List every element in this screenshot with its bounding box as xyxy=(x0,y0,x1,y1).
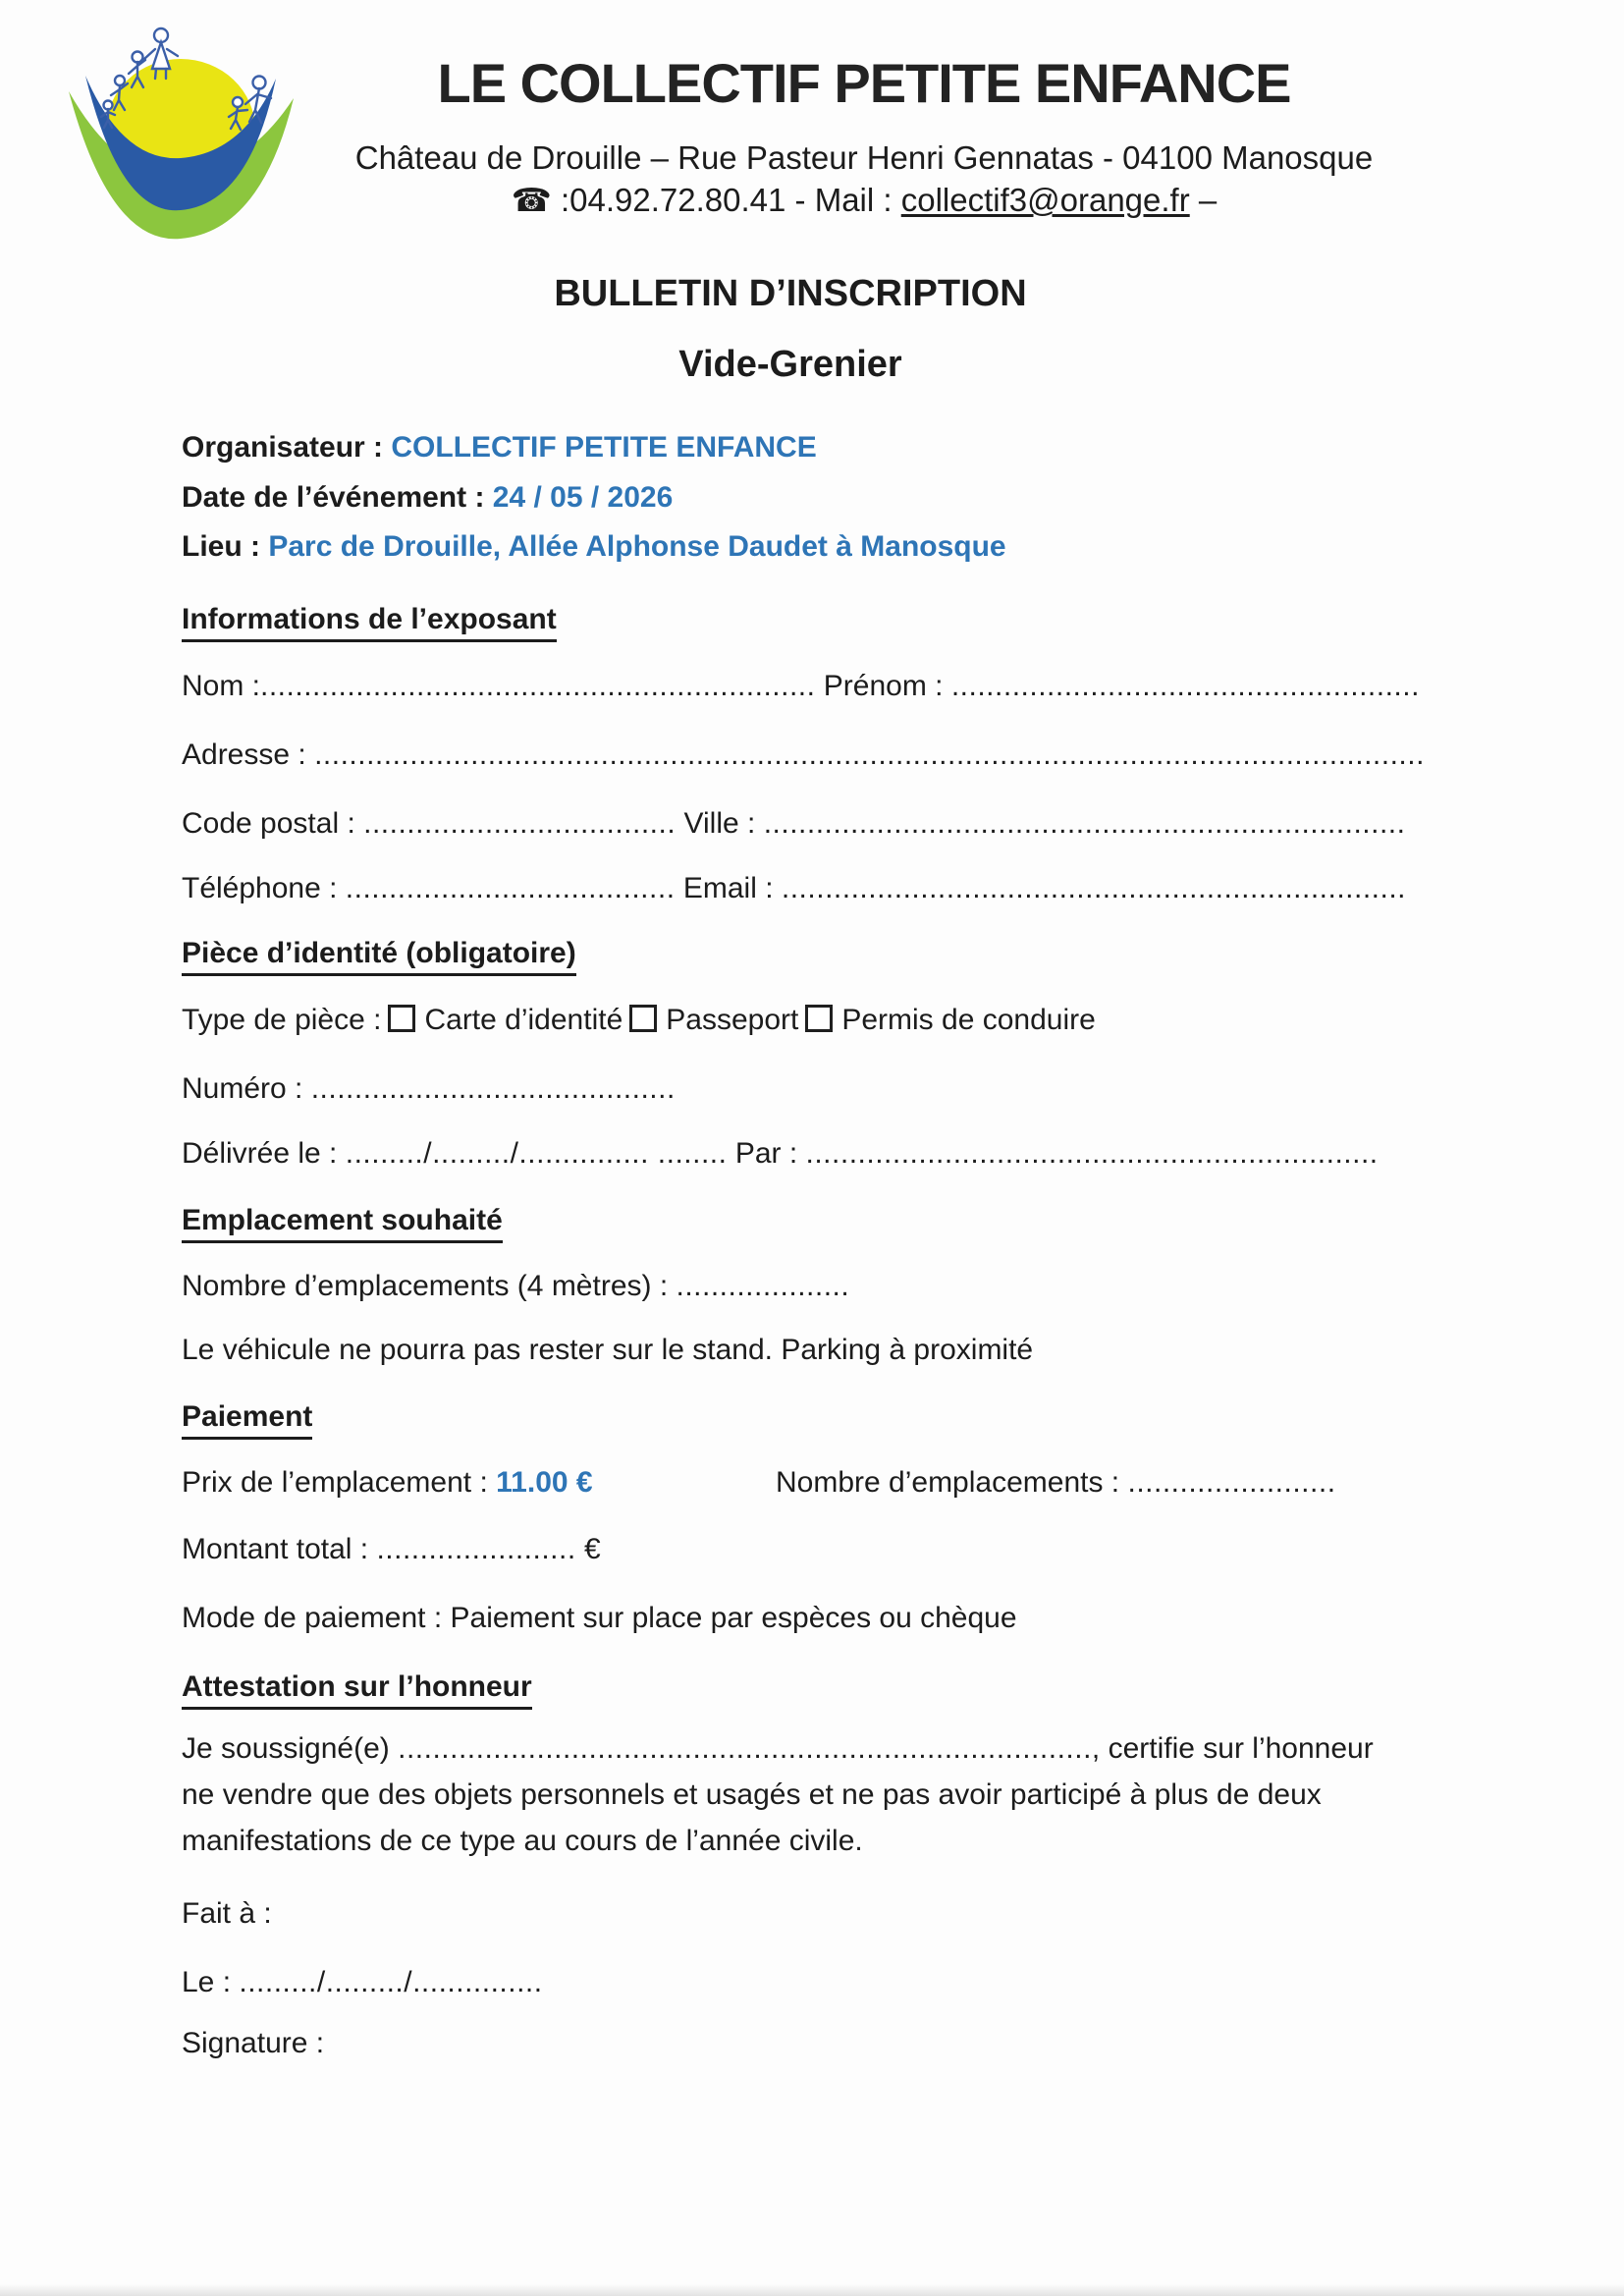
identity-number-line xyxy=(182,1070,676,1108)
price-value: 11.00 € xyxy=(496,1466,593,1499)
attestation-line-2: ne vendre que des objets personnels et usagés et ne pas avoir participé à plus de deux xyxy=(182,1778,1322,1811)
identity-section xyxy=(182,935,576,976)
price-line xyxy=(182,1464,1336,1502)
payment-section xyxy=(182,1398,312,1440)
slot-section-heading: Emplacement souhaité xyxy=(182,1202,503,1243)
organization-title: LE COLLECTIF PETITE ENFANCE xyxy=(437,52,1291,114)
issue-date-label: Délivrée le : xyxy=(182,1137,346,1170)
option-carte-identite-label: Carte d’identité xyxy=(424,1004,623,1036)
attestation-line-3: manifestations de ce type au cours de l’année civile. xyxy=(182,1825,863,1857)
exhibitor-section-heading: Informations de l’exposant xyxy=(182,601,557,642)
city-field: .......................................................................... xyxy=(763,807,1406,840)
form-title: BULLETIN D’INSCRIPTION xyxy=(554,273,1027,314)
slot-count-field: .................... xyxy=(676,1270,850,1302)
event-date-value: 24 / 05 / 2026 xyxy=(492,481,674,514)
payment-count-group xyxy=(776,1464,1336,1502)
done-at-label: Fait à : xyxy=(182,1897,272,1930)
phone-label: Téléphone : xyxy=(182,872,346,904)
event-date-line xyxy=(182,479,673,517)
total-line xyxy=(182,1531,601,1568)
name-fields-line xyxy=(182,668,1420,705)
event-location-value: Parc de Drouille, Allée Alphonse Daudet à Manosque xyxy=(268,530,1006,563)
address-label: Adresse : xyxy=(182,738,315,771)
checkbox-passeport[interactable] xyxy=(629,1005,657,1032)
identity-type-label: Type de pièce : xyxy=(182,1004,382,1036)
exhibitor-section xyxy=(182,601,557,642)
payment-section-heading: Paiement xyxy=(182,1398,312,1440)
price-label: Prix de l’emplacement : xyxy=(182,1466,497,1499)
email-link[interactable]: collectif3@orange.fr xyxy=(900,182,1190,218)
email-field: ........................................................................ xyxy=(781,872,1407,904)
done-date-line xyxy=(182,1964,543,2001)
checkbox-permis-conduire[interactable] xyxy=(805,1005,833,1032)
phone-field: ...................................... xyxy=(345,872,676,904)
slot-count-label: Nombre d’emplacements (4 mètres) : xyxy=(182,1270,677,1302)
payment-mode-line: Mode de paiement : Paiement sur place par espèces ou chèque xyxy=(182,1602,1017,1634)
contact-trailing-dash: – xyxy=(1189,182,1218,218)
slot-section xyxy=(182,1202,503,1243)
last-name-field: ................................................................ xyxy=(260,670,816,702)
address-field: ................................................................................................................................ xyxy=(314,738,1425,771)
payment-count-label: Nombre d’emplacements : xyxy=(776,1466,1128,1499)
issued-by-field: .................................................................. xyxy=(805,1137,1379,1170)
first-name-label: Prénom : xyxy=(815,670,951,702)
attestation-line-1 xyxy=(182,1730,1374,1768)
postal-city-line xyxy=(182,805,1405,843)
event-type-title: Vide-Grenier xyxy=(678,344,902,385)
attestation-prefix: Je soussigné(e) xyxy=(182,1732,399,1765)
organizer-label: Organisateur : xyxy=(182,431,392,464)
attestation-section-heading: Attestation sur l’honneur xyxy=(182,1668,532,1710)
event-location-label: Lieu : xyxy=(182,530,269,563)
event-location-line xyxy=(182,528,1006,566)
postal-code-label: Code postal : xyxy=(182,807,364,840)
organizer-line xyxy=(182,429,817,466)
identity-type-line xyxy=(182,1002,1096,1039)
option-permis-label: Permis de conduire xyxy=(841,1004,1096,1036)
address-field-line xyxy=(182,737,1425,774)
last-name-label: Nom : xyxy=(182,670,261,702)
issued-by-label: Par : xyxy=(727,1137,806,1170)
done-date-field: ........./........./............... xyxy=(239,1966,543,1998)
phone-email-line xyxy=(182,870,1406,907)
city-label: Ville : xyxy=(676,807,764,840)
organization-address: Château de Drouille – Rue Pasteur Henri Gennatas - 04100 Manosque xyxy=(354,139,1374,176)
postal-code-field: .................................... xyxy=(363,807,677,840)
checkbox-carte-identite[interactable] xyxy=(388,1005,415,1032)
option-passeport-label: Passeport xyxy=(666,1004,799,1036)
organization-contact-line xyxy=(255,181,1473,219)
contact-phone-text: :04.92.72.80.41 - Mail : xyxy=(551,182,901,218)
phone-icon: ☎ xyxy=(511,182,552,218)
scan-bottom-edge xyxy=(0,2284,1624,2296)
total-currency: € xyxy=(575,1533,601,1565)
identity-section-heading: Pièce d’identité (obligatoire) xyxy=(182,935,576,976)
slot-count-line xyxy=(182,1268,849,1305)
issue-date-field: ........./........./............... ........ xyxy=(345,1137,728,1170)
payment-count-field: ........................ xyxy=(1127,1466,1336,1499)
attestation-name-field: ................................................................................ xyxy=(398,1732,1092,1765)
identity-number-field: .......................................... xyxy=(310,1072,676,1105)
total-field: ....................... xyxy=(376,1533,576,1565)
total-label: Montant total : xyxy=(182,1533,377,1565)
signature-label: Signature : xyxy=(182,2027,325,2059)
identity-number-label: Numéro : xyxy=(182,1072,311,1105)
identity-issue-line xyxy=(182,1135,1379,1173)
attestation-suffix: , certifie sur l’honneur xyxy=(1091,1732,1374,1765)
vehicle-note: Le véhicule ne pourra pas rester sur le stand. Parking à proximité xyxy=(182,1334,1034,1366)
done-date-label: Le : xyxy=(182,1966,240,1998)
email-label: Email : xyxy=(675,872,782,904)
event-date-label: Date de l’événement : xyxy=(182,481,493,514)
first-name-field: ...................................................... xyxy=(950,670,1420,702)
attestation-section xyxy=(182,1668,532,1710)
organizer-value: COLLECTIF PETITE ENFANCE xyxy=(391,431,817,464)
